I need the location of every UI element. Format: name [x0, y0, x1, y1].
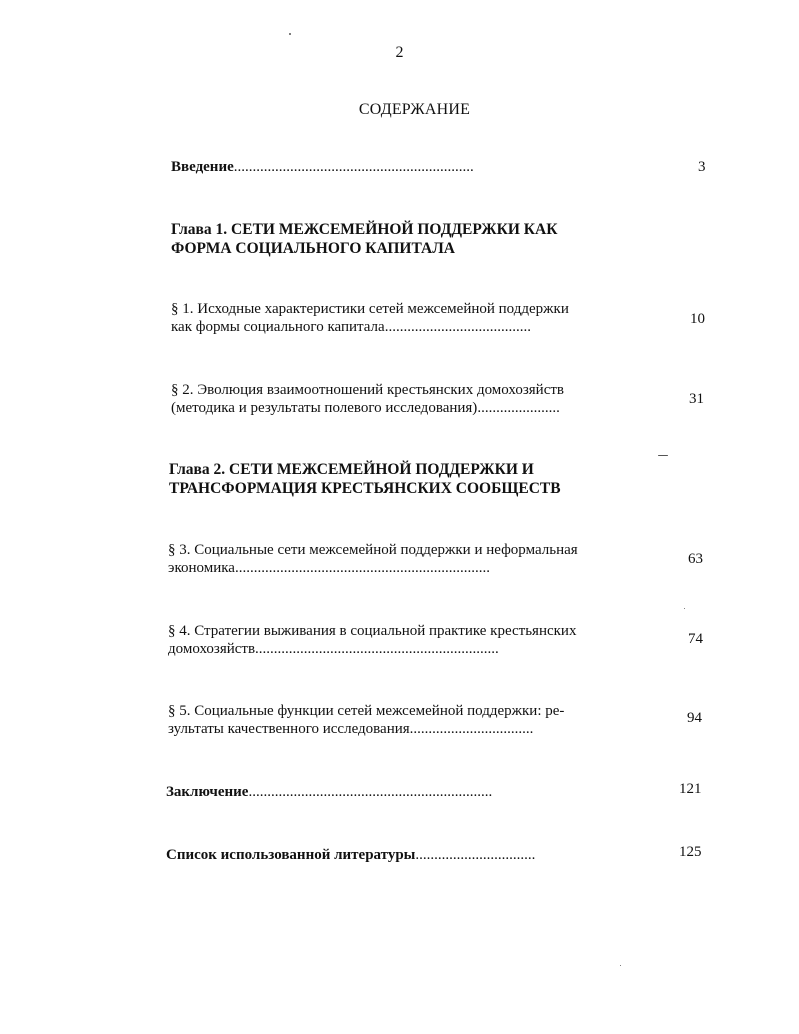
page-number: 2: [395, 44, 404, 61]
toc-leader: ....................................................................: [234, 560, 490, 576]
toc-page-sec3: 63: [688, 551, 703, 567]
scan-speck: [620, 965, 621, 966]
toc-entry-line: § 5. Социальные функции сетей межсемейной поддержки: ре-: [168, 703, 565, 719]
chapter-heading-1: [171, 220, 557, 258]
toc-entry-line: экономика: [168, 560, 235, 576]
toc-leader: ......................: [477, 400, 560, 416]
toc-page-conclusion: 121: [679, 781, 702, 797]
toc-entry-bibliography: [166, 846, 535, 864]
chapter-heading-line: Глава 1. СЕТИ МЕЖСЕМЕЙНОЙ ПОДДЕРЖКИ КАК: [171, 221, 558, 238]
toc-entry-line: зультаты качественного исследования: [168, 721, 410, 737]
toc-entry-sec1: [171, 300, 569, 336]
toc-entry-intro: [171, 158, 474, 176]
toc-leader: .......................................: [384, 319, 531, 335]
chapter-heading-line: Глава 2. СЕТИ МЕЖСЕМЕЙНОЙ ПОДДЕРЖКИ И: [169, 461, 534, 478]
toc-entry-line: § 2. Эволюция взаимоотношений крестьянских домохозяйств: [171, 382, 565, 398]
toc-entry-sec2: [171, 381, 564, 417]
toc-entry-conclusion: [166, 783, 492, 801]
page-title: СОДЕРЖАНИЕ: [358, 101, 471, 118]
toc-entry-label: Заключение: [166, 784, 249, 800]
toc-entry-line: § 1. Исходные характеристики сетей межсемейной поддержки: [171, 301, 569, 317]
toc-leader: .................................: [409, 721, 534, 737]
scan-speck: [684, 608, 685, 609]
toc-page-sec5: 94: [687, 710, 702, 726]
toc-entry-sec3: [168, 541, 578, 577]
toc-page-sec1: 10: [690, 311, 705, 327]
toc-entry-sec5: [168, 702, 564, 738]
scan-speck: [658, 455, 668, 456]
toc-leader: .................................................................: [255, 641, 499, 657]
chapter-heading-line: ТРАНСФОРМАЦИЯ КРЕСТЬЯНСКИХ СООБЩЕСТВ: [169, 480, 561, 497]
toc-leader: .................................................................: [248, 784, 493, 800]
toc-entry-line: § 3. Социальные сети межсемейной поддержки и неформальная: [168, 542, 578, 558]
toc-entry-label: Введение: [171, 159, 234, 175]
toc-leader: ................................: [415, 847, 536, 863]
toc-entry-line: § 4. Стратегии выживания в социальной практике крестьянских: [168, 623, 577, 639]
toc-entry-line: как формы социального капитала: [171, 319, 385, 335]
toc-entry-label: Список использованной литературы: [166, 847, 416, 863]
toc-page-bibliography: 125: [679, 844, 702, 860]
chapter-heading-2: [169, 460, 561, 498]
toc-page-sec2: 31: [689, 391, 704, 407]
toc-entry-line: домохозяйств: [168, 641, 256, 657]
toc-leader: ................................................................: [233, 159, 474, 175]
chapter-heading-line: ФОРМА СОЦИАЛЬНОГО КАПИТАЛА: [171, 240, 455, 257]
toc-entry-sec4: [168, 622, 576, 658]
scan-speck: [289, 33, 291, 35]
toc-page-intro: 3: [698, 159, 706, 175]
toc-entry-line: (методика и результаты полевого исследования): [171, 400, 478, 416]
toc-page-sec4: 74: [688, 631, 703, 647]
